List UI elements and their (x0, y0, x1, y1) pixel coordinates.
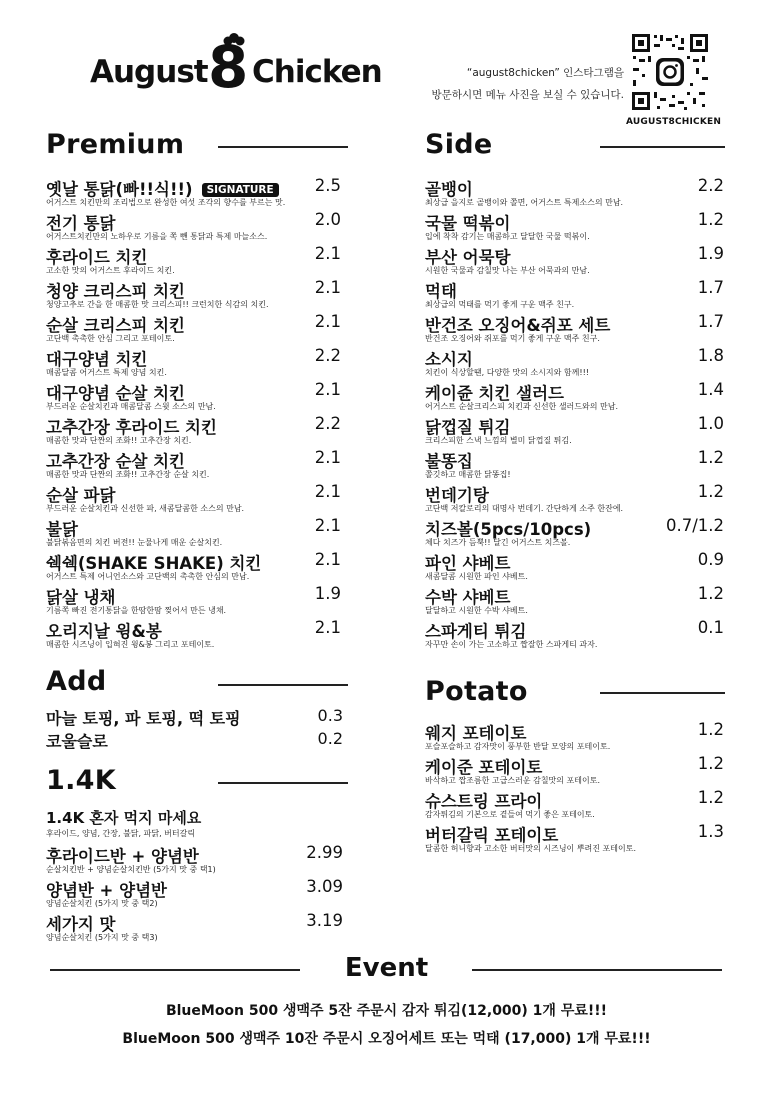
menu-item (425, 720, 724, 754)
menu-item-desc: 시원한 국물과 감칠맛 나는 부산 어묵과의 만남. (425, 266, 590, 275)
menu-item-price: 2.5 (314, 176, 341, 195)
menu-item-desc: 고소한 맛의 어거스트 후라이드 치킨. (46, 266, 175, 275)
menu-item-price: 1.2 (697, 482, 724, 501)
menu-item-price: 2.1 (314, 448, 341, 467)
menu-item (425, 482, 724, 516)
menu-item (425, 822, 724, 856)
brand-eight: 8 (208, 33, 249, 101)
signature-badge: SIGNATURE (202, 183, 279, 197)
menu-item-name-text: 닭껍질 튀김 (425, 418, 511, 437)
menu-item-price: 1.2 (697, 448, 724, 467)
k14-headline-desc: 후라이드, 양념, 간장, 불닭, 파닭, 버터갈릭 (46, 829, 196, 838)
menu-item-name-text: 마늘 토핑, 파 토핑, 떡 토핑 (46, 709, 241, 728)
menu-item-price: 2.2 (697, 176, 724, 195)
menu-item-name-text: 청양 크리스피 치킨 (46, 282, 186, 301)
menu-item-name-text: 먹태 (425, 282, 457, 301)
menu-item-price: 2.1 (314, 550, 341, 569)
menu-item-price: 2.2 (314, 346, 341, 365)
menu-item (46, 210, 341, 244)
menu-item-desc: 크리스피한 스낵 느낌의 별미 닭껍질 튀김. (425, 436, 572, 445)
k14-headline-block (46, 807, 343, 841)
menu-item (46, 843, 343, 877)
menu-item (46, 278, 341, 312)
instagram-note (412, 62, 624, 106)
qr-code-icon[interactable] (630, 32, 710, 112)
menu-item-desc: 양념순살치킨 (5가지 맛 중 택3) (46, 933, 158, 942)
k14-headline (46, 807, 343, 841)
brand-logo (90, 33, 390, 106)
menu-item-name-text: 대구양념 치킨 (46, 350, 148, 369)
menu-item-price: 1.2 (697, 210, 724, 229)
potato-title: Potato (425, 676, 528, 707)
menu-item-desc: 바삭하고 짭조름한 고급스러운 감칠맛의 포테이토. (425, 776, 601, 785)
k14-list (46, 843, 343, 945)
add-rule (218, 684, 348, 686)
menu-item (46, 911, 343, 945)
menu-item (46, 877, 343, 911)
menu-item-name-text: 후라이드반 + 양념반 (46, 847, 199, 866)
menu-item (46, 706, 343, 729)
menu-item-desc: 청양고추로 간을 한 매콤한 맛 크리스피!! 크런치한 식감의 치킨. (46, 300, 269, 309)
menu-item-price: 1.3 (697, 822, 724, 841)
menu-item (46, 380, 341, 414)
menu-item-name-text: 소시지 (425, 350, 473, 369)
menu-item-name-text: 부산 어묵탕 (425, 248, 511, 267)
menu-item (425, 414, 724, 448)
menu-item-desc: 쫄깃하고 매콤한 닭똥집! (425, 470, 511, 479)
menu-item-price: 1.2 (697, 788, 724, 807)
menu-item-price: 0.2 (317, 729, 343, 748)
menu-item-name-text: 코울슬로 (46, 732, 108, 751)
menu-item (46, 244, 341, 278)
menu-item-price: 2.99 (306, 843, 343, 862)
k14-rule (218, 782, 348, 784)
menu-item-desc: 달달하고 시원한 수박 샤베트. (425, 606, 528, 615)
menu-item-desc: 입에 착착 감기는 매콤하고 달달한 국물 떡볶이. (425, 232, 590, 241)
menu-item-name-text: 전기 통닭 (46, 214, 116, 233)
menu-item (425, 176, 724, 210)
menu-item-desc: 새콤달콤 시원한 파인 샤베트. (425, 572, 528, 581)
menu-item-name-text: 반건조 오징어&쥐포 세트 (425, 316, 611, 335)
event-line-1: BlueMoon 500 생맥주 5잔 주문시 감자 튀김(12,000) 1개 무료!!! (165, 1003, 608, 1019)
menu-item-name-text: 고추간장 후라이드 치킨 (46, 418, 217, 437)
menu-item-price: 0.7/1.2 (665, 516, 724, 535)
menu-item-price: 2.1 (314, 244, 341, 263)
menu-item-desc: 자꾸만 손이 가는 고소하고 짭잘한 스파게티 과자. (425, 640, 598, 649)
menu-item-name-text: 옛날 통닭(빠!!식!!) (46, 180, 193, 199)
menu-item-desc: 포슬포슬하고 감자맛이 풍부한 반달 모양의 포테이토. (425, 742, 611, 751)
brand-word-august: August (90, 54, 208, 90)
premium-list (46, 176, 341, 652)
menu-item-name-text: 고추간장 순살 치킨 (46, 452, 186, 471)
menu-item-name-text: 케이쥰 치킨 샐러드 (425, 384, 565, 403)
premium-title: Premium (46, 129, 185, 160)
menu-item-desc: 어거스트 치킨만의 조리법으로 완성한 여섯 조각의 향수를 부르는 맛. (46, 198, 286, 207)
menu-item (46, 346, 341, 380)
menu-item (425, 584, 724, 618)
menu-item-desc: 순살치킨반 + 양념순살치킨반 (5가지 맛 중 택1) (46, 865, 216, 874)
menu-item-name-text: 웨지 포테이토 (425, 724, 527, 743)
menu-item-desc: 반건조 오징어와 쥐포를 먹기 좋게 구운 맥주 친구. (425, 334, 600, 343)
menu-item (425, 380, 724, 414)
menu-item (425, 618, 724, 652)
menu-item (425, 788, 724, 822)
menu-item-desc: 불닭볶음면의 치킨 버전!! 눈물나게 매운 순살치킨. (46, 538, 223, 547)
menu-item-price: 3.09 (306, 877, 343, 896)
menu-item (425, 448, 724, 482)
menu-item-desc: 어거스트 특제 어니언소스와 고단백의 촉촉한 안심의 만남. (46, 572, 250, 581)
event-title: Event (344, 953, 429, 983)
menu-item-price: 1.4 (697, 380, 724, 399)
menu-item-price: 0.9 (697, 550, 724, 569)
premium-rule (218, 146, 348, 148)
menu-item-name-text: 순살 파닭 (46, 486, 116, 505)
menu-item-price: 0.3 (317, 706, 343, 725)
menu-item-price: 2.1 (314, 482, 341, 501)
menu-item-name-text: 닭살 냉채 (46, 588, 116, 607)
menu-item-name (46, 729, 108, 752)
add-list (46, 706, 343, 752)
menu-item-desc: 매콤한 맛과 단짠의 조화!! 고추간장 순살 치킨. (46, 470, 210, 479)
menu-item (46, 618, 341, 652)
menu-item-name-text: 쉑쉑(SHAKE SHAKE) 치킨 (46, 554, 262, 573)
menu-item-price: 0.1 (697, 618, 724, 637)
menu-item-price: 1.2 (697, 584, 724, 603)
menu-item-name-text: 슈스트링 프라이 (425, 792, 543, 811)
menu-item-price: 1.8 (697, 346, 724, 365)
menu-item (46, 414, 341, 448)
menu-item-price: 1.7 (697, 312, 724, 331)
menu-item-price: 1.9 (314, 584, 341, 603)
menu-item-desc: 매콤한 맛과 단짠의 조화!! 고추간장 치킨. (46, 436, 192, 445)
menu-item-desc: 감자튀김의 기본으로 곁들여 먹기 좋은 포테이토. (425, 810, 595, 819)
instagram-note-line1: “august8chicken” 인스타그램을 (466, 67, 624, 79)
menu-item-name-text: 수박 샤베트 (425, 588, 511, 607)
menu-item-desc: 어거스트치킨만의 노하우로 기름을 쪽 뺀 통닭과 특제 마늘소스. (46, 232, 268, 241)
instagram-handle: AUGUST8CHICKEN (626, 117, 722, 127)
menu-item-name-text: 골뱅이 (425, 180, 473, 199)
menu-item-name-text: 스파게티 튀김 (425, 622, 527, 641)
menu-item-desc: 달콤한 허니향과 고소한 버터맛의 시즈닝이 뿌려진 포테이토. (425, 844, 636, 853)
side-rule (600, 146, 725, 148)
menu-item-desc: 체다 치즈가 듬뿍!! 달긴 어거스트 치즈볼. (425, 538, 571, 547)
menu-item-desc: 기름쪽 빠진 전기통닭을 한땀한땀 찢어서 만든 냉채. (46, 606, 227, 615)
menu-item-price: 1.2 (697, 720, 724, 739)
k14-title: 1.4K (46, 765, 116, 796)
menu-item (425, 312, 724, 346)
brand-word-chicken: Chicken (252, 54, 382, 90)
menu-item (46, 584, 341, 618)
menu-item-desc: 매콤한 시즈닝이 입혀진 윙&봉 그리고 포테이토. (46, 640, 215, 649)
menu-item-name-text: 국물 떡볶이 (425, 214, 511, 233)
potato-rule (600, 692, 725, 694)
menu-item-desc: 최상급 을지로 골뱅이와 쫄면, 어거스트 특제소스의 만남. (425, 198, 624, 207)
menu-item-desc: 어거스트 순살크리스피 치킨과 신선한 샐러드와의 만남. (425, 402, 618, 411)
menu-item-desc: 부드러운 순살치킨과 매콤달콤 스윗 소스의 만남. (46, 402, 216, 411)
menu-item-price: 2.1 (314, 380, 341, 399)
potato-list (425, 720, 724, 856)
menu-item (46, 482, 341, 516)
menu-item-desc: 매콤달콤 어거스트 특제 양념 치킨. (46, 368, 167, 377)
instagram-note-line2: 방문하시면 메뉴 사진을 보실 수 있습니다. (431, 89, 624, 101)
menu-item (46, 516, 341, 550)
menu-item-price: 2.0 (314, 210, 341, 229)
menu-item-name-text: 순살 크리스피 치킨 (46, 316, 186, 335)
menu-item-name-text: 불똥집 (425, 452, 473, 471)
menu-item (425, 550, 724, 584)
menu-item-name-text: 파인 샤베트 (425, 554, 511, 573)
k14-headline-text: 1.4K 혼자 먹지 마세요 (46, 809, 202, 827)
menu-item-desc: 치킨이 식상할땐, 다양한 맛의 소시지와 함께!!! (425, 368, 589, 377)
menu-item-name-text: 오리지날 윙&봉 (46, 622, 162, 641)
menu-item-price: 1.2 (697, 754, 724, 773)
menu-item-price: 2.1 (314, 278, 341, 297)
menu-item (46, 176, 341, 210)
menu-item-desc: 고단백 촉촉한 안심 그리고 포테이토. (46, 334, 175, 343)
menu-item-price: 2.2 (314, 414, 341, 433)
side-title: Side (425, 129, 493, 160)
menu-item-desc: 양념순살치킨 (5가지 맛 중 택2) (46, 899, 158, 908)
menu-item (425, 210, 724, 244)
menu-item-price: 2.1 (314, 312, 341, 331)
menu-item-desc: 최상급의 먹태를 먹기 좋게 구운 맥주 친구. (425, 300, 575, 309)
menu-item-price: 1.9 (697, 244, 724, 263)
side-list (425, 176, 724, 652)
menu-item-price: 2.1 (314, 618, 341, 637)
menu-item-price: 1.7 (697, 278, 724, 297)
menu-item (425, 244, 724, 278)
menu-item (46, 729, 343, 752)
menu-item-desc: 부드러운 순살치킨과 신선한 파, 새콤달콤한 소스의 만남. (46, 504, 245, 513)
menu-item (425, 278, 724, 312)
menu-item-name-text: 양념반 + 양념반 (46, 881, 167, 900)
menu-item-name-text: 세가지 맛 (46, 915, 116, 934)
menu-item-name-text: 치즈볼(5pcs/10pcs) (425, 520, 592, 539)
menu-item-name-text: 불닭 (46, 520, 78, 539)
menu-item-name-text: 대구양념 순살 치킨 (46, 384, 186, 403)
menu-item-price: 1.0 (697, 414, 724, 433)
menu-item (46, 448, 341, 482)
menu-item (425, 346, 724, 380)
menu-item-name-text: 후라이드 치킨 (46, 248, 148, 267)
menu-item-desc: 고단백 저칼로리의 대명사 번데기. 간단하게 소주 한잔에. (425, 504, 624, 513)
menu-item-name-text: 버터갈릭 포테이토 (425, 826, 559, 845)
menu-item-name (46, 706, 241, 729)
event-line-2: BlueMoon 500 생맥주 10잔 주문시 오징어세트 또는 먹태 (17,000) 1개 무료!!! (122, 1031, 651, 1047)
menu-item (46, 550, 341, 584)
menu-item (46, 312, 341, 346)
menu-item-price: 2.1 (314, 516, 341, 535)
menu-item-name-text: 번데기탕 (425, 486, 489, 505)
add-title: Add (46, 666, 107, 697)
menu-item (425, 516, 724, 550)
menu-item (425, 754, 724, 788)
menu-item-name-text: 케이준 포테이토 (425, 758, 543, 777)
menu-item-price: 3.19 (306, 911, 343, 930)
